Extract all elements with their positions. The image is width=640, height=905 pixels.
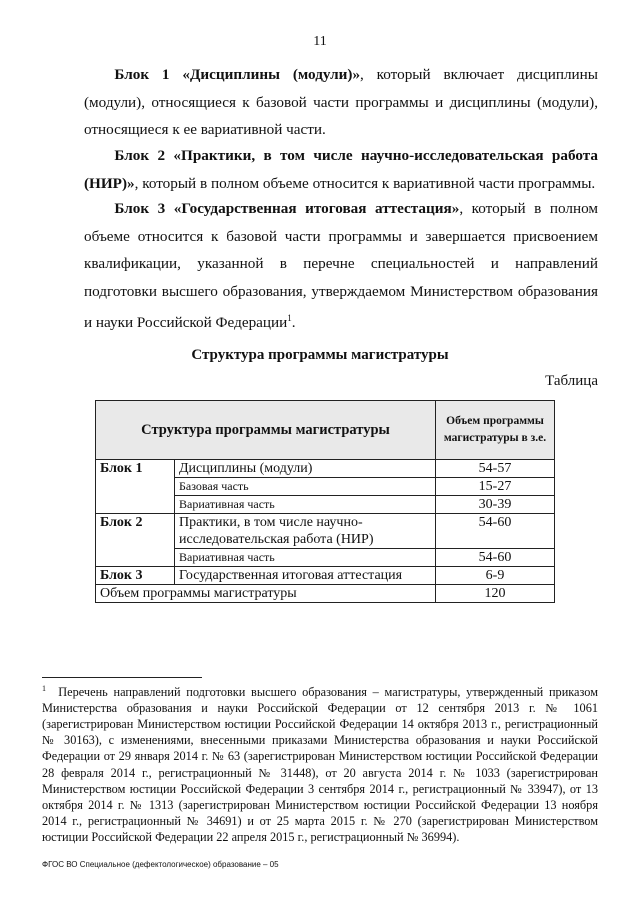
table-title: Структура программы магистратуры xyxy=(191,347,449,363)
paragraph-block-1-title: Блок 1 «Дисциплины (модули)» xyxy=(114,66,361,83)
table-cell-name: Базовая часть xyxy=(175,478,436,496)
table-row xyxy=(96,496,555,514)
table-header-structure: Структура программы магистратуры xyxy=(96,401,436,460)
paragraph-block-1 xyxy=(84,61,598,144)
table-label: Таблица xyxy=(545,373,598,389)
paragraph-block-3-title: Блок 3 «Государственная итоговая аттестация» xyxy=(114,200,460,217)
table-total-row xyxy=(96,585,555,603)
table-cell-name: Государственная итоговая аттестация xyxy=(175,567,436,585)
footnote xyxy=(42,681,598,845)
table-cell-name: Дисциплины (модули) xyxy=(175,460,436,478)
table-row xyxy=(96,567,555,585)
table-header-volume: Объем программы магистратуры в з.е. xyxy=(436,401,555,460)
table-cell-name: Вариативная часть xyxy=(175,549,436,567)
page-number: 11 xyxy=(313,34,327,49)
table-cell-block xyxy=(96,549,175,567)
table-cell-block xyxy=(96,496,175,514)
footnote-separator xyxy=(42,677,202,678)
table-total-value: 120 xyxy=(436,585,555,603)
table-header-row xyxy=(96,401,555,460)
table-cell-volume: 15-27 xyxy=(436,478,555,496)
table-cell-block: Блок 3 xyxy=(96,567,175,585)
table-cell-volume: 30-39 xyxy=(436,496,555,514)
paragraph-block-3-text: , который в полном объеме относится к базовой части программы и завершается присвоением квалификации, указанной в перечне специальностей и направлений подготовки высшего образования, утверждаемом Министерством образования и науки Российской Федерации xyxy=(84,200,598,332)
footnote-mark: 1 xyxy=(42,684,46,693)
table-cell-name: Практики, в том числе научно-исследовательская работа (НИР) xyxy=(175,514,436,549)
table-total-label: Объем программы магистратуры xyxy=(96,585,436,603)
table-row xyxy=(96,549,555,567)
table-row xyxy=(96,460,555,478)
paragraph-block-2 xyxy=(84,142,598,197)
table-cell-block xyxy=(96,478,175,496)
paragraph-block-3 xyxy=(84,195,598,337)
table-cell-volume: 54-60 xyxy=(436,514,555,549)
table-cell-block: Блок 2 xyxy=(96,514,175,549)
page-footer: ФГОС ВО Специальное (дефектологическое) образование – 05 xyxy=(42,860,279,869)
table-cell-block: Блок 1 xyxy=(96,460,175,478)
paragraph-block-2-text: , который в полном объеме относится к вариативной части программы. xyxy=(134,174,596,192)
table-row xyxy=(96,514,555,549)
table-cell-volume: 54-57 xyxy=(436,460,555,478)
table-cell-volume: 54-60 xyxy=(436,549,555,567)
table-cell-volume: 6-9 xyxy=(436,567,555,585)
footnote-text: Перечень направлений подготовки высшего образования – магистратуры, утвержденный приказом Министерства образования и науки Российской Федерации от 12 сентября 2013 г. № 1061 (зарегистрирован Министерством юстиции Российской Федерации 14 октября 2013 г., регистрационный № 30163), с изменениями, внесенными приказами Министерства образования и науки Российской Федерации от 29 января 2014 г. № 63 (зарегистрирован Министерством юстиции Российской Федерации 28 февраля 2014 г., регистрационный № 31448), от 20 августа 2014 г. № 1033 (зарегистрирован Министерством юстиции Российской Федерации 3 сентября 2014 г., регистрационный № 33947), от 13 октября 2014 г. № 1313 (зарегистрирован Министерством юстиции Российской Федерации 13 ноября 2014 г., регистрационный № 34691) и от 25 марта 2015 г. № 270 (зарегистрирован Министерством юстиции Российской Федерации 22 апреля 2015 г., регистрационный № 36994). xyxy=(42,685,598,844)
table-row xyxy=(96,478,555,496)
program-structure-table xyxy=(95,400,555,603)
paragraph-block-3-end: . xyxy=(291,314,296,332)
table-cell-name: Вариативная часть xyxy=(175,496,436,514)
footnote-reference[interactable]: 1 xyxy=(287,313,292,323)
paragraph-block-1-text: , который включает дисциплины (модули), относящиеся к базовой части программы и дисциплины (модули), относящиеся к ее вариативной части. xyxy=(84,66,598,138)
paragraph-block-2-title: Блок 2 «Практики, в том числе научно-исследовательская работа (НИР)» xyxy=(84,147,598,192)
